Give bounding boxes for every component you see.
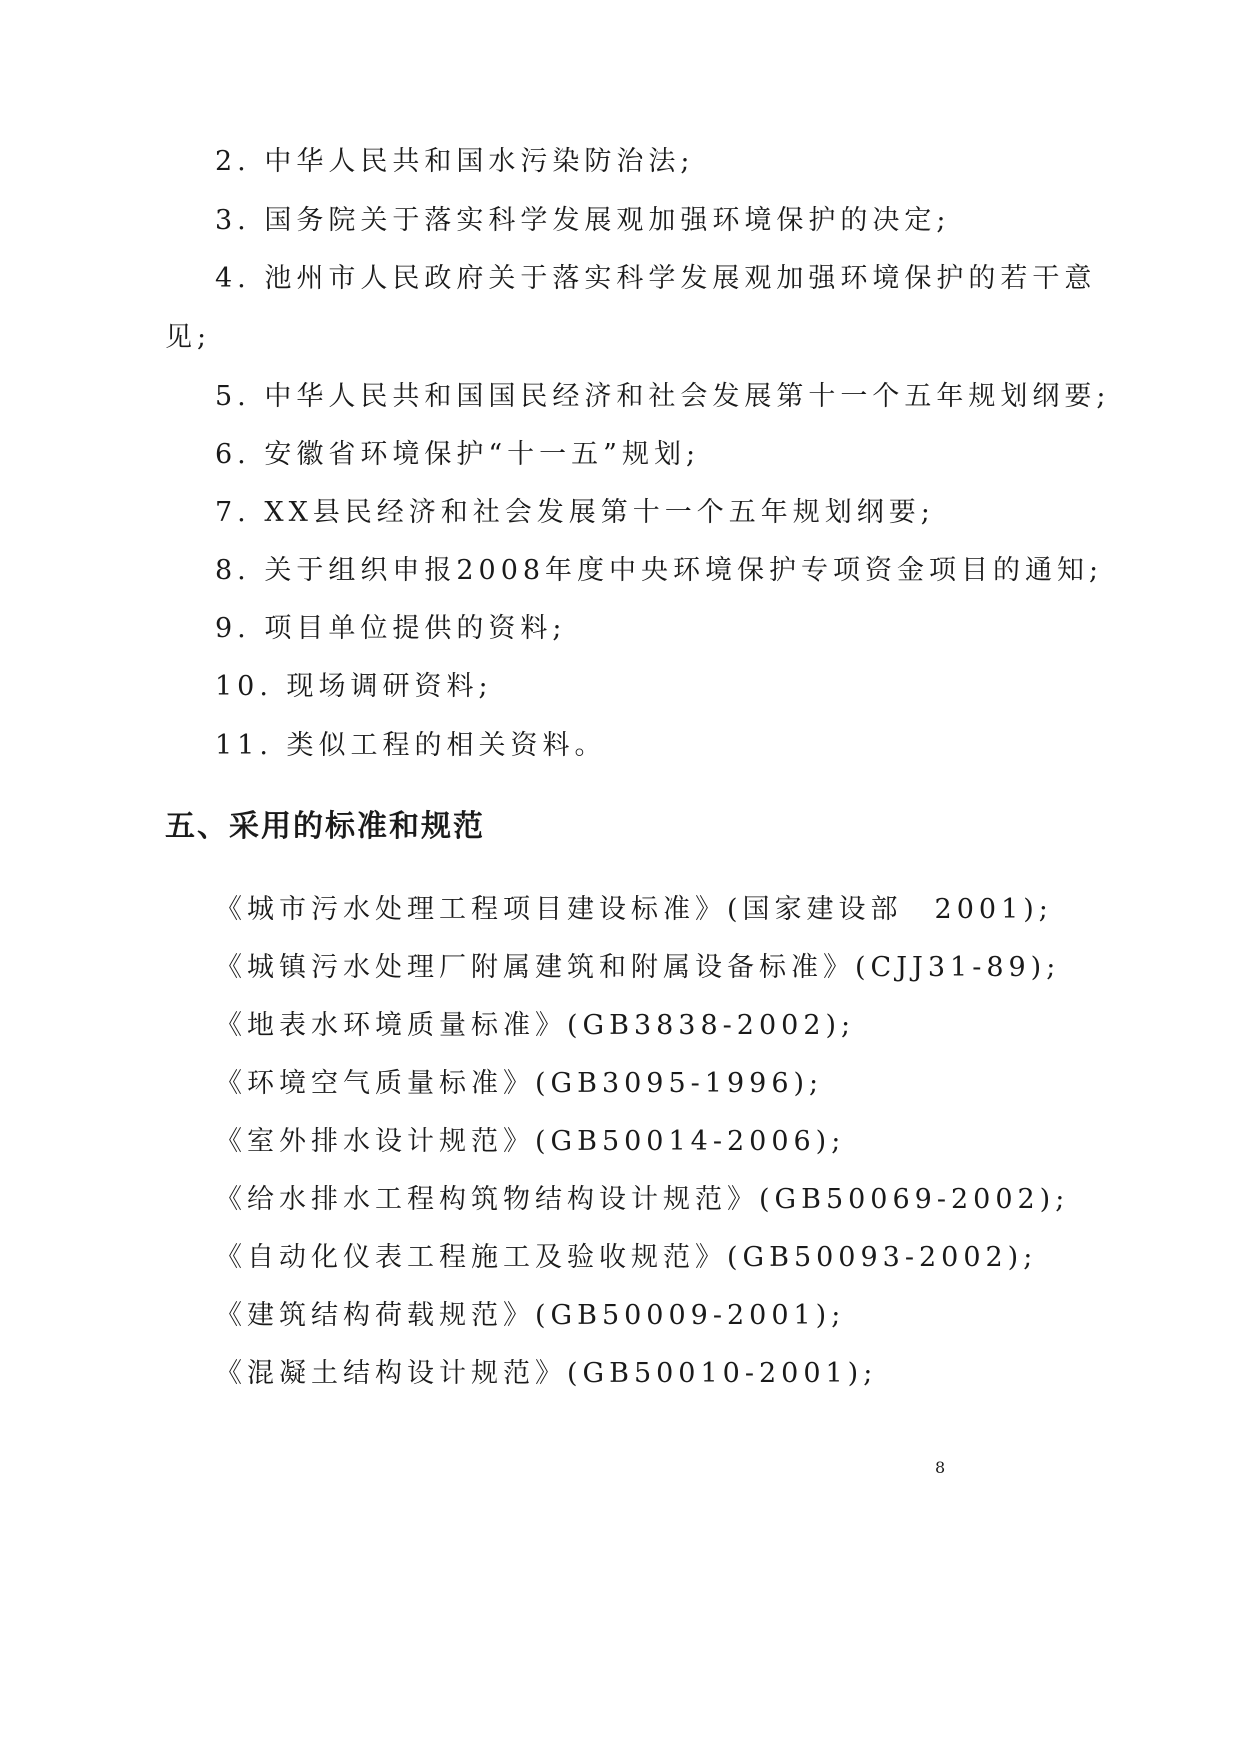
list-item: 11. 类似工程的相关资料。	[215, 730, 607, 761]
list-item: 10. 现场调研资料;	[215, 671, 493, 702]
section-heading: 五、采用的标准和规范	[165, 809, 485, 844]
standard-item: 《城市污水处理工程项目建设标准》(国家建设部 2001);	[215, 894, 1053, 925]
standard-item: 《建筑结构荷载规范》(GB50009-2001);	[215, 1300, 846, 1331]
standard-item: 《地表水环境质量标准》(GB3838-2002);	[215, 1010, 856, 1041]
list-item: 9. 项目单位提供的资料;	[215, 613, 567, 644]
list-item: 7. XX县民经济和社会发展第十一个五年规划纲要;	[215, 497, 935, 528]
list-item: 6. 安徽省环境保护“十一五”规划;	[215, 439, 701, 470]
standard-item: 《给水排水工程构筑物结构设计规范》(GB50069-2002);	[215, 1184, 1070, 1215]
list-item: 2. 中华人民共和国水污染防治法;	[215, 146, 695, 177]
standard-item: 《城镇污水处理厂附属建筑和附属设备标准》(CJJ31-89);	[215, 952, 1061, 983]
list-item: 4. 池州市人民政府关于落实科学发展观加强环境保护的若干意	[215, 263, 1097, 294]
standard-item: 《环境空气质量标准》(GB3095-1996);	[215, 1068, 824, 1099]
page-number: 8	[935, 1458, 946, 1477]
standard-item: 《自动化仪表工程施工及验收规范》(GB50093-2002);	[215, 1242, 1038, 1273]
list-item: 8. 关于组织申报2008年度中央环境保护专项资金项目的通知;	[215, 555, 1104, 586]
standard-item: 《室外排水设计规范》(GB50014-2006);	[215, 1126, 846, 1157]
standard-item: 《混凝土结构设计规范》(GB50010-2001);	[215, 1358, 878, 1389]
list-item: 5. 中华人民共和国国民经济和社会发展第十一个五年规划纲要;	[215, 381, 1111, 412]
list-item-continuation: 见;	[165, 322, 212, 353]
list-item: 3. 国务院关于落实科学发展观加强环境保护的决定;	[215, 205, 951, 236]
